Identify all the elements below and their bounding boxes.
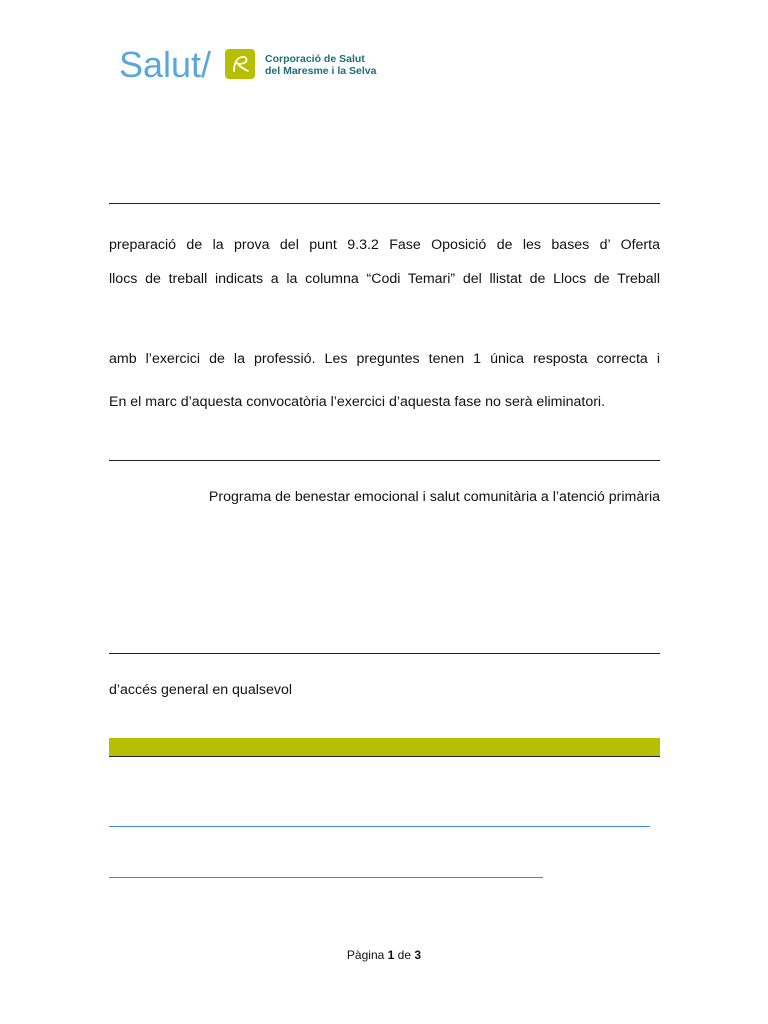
logo-wordmark: Salut/ — [119, 44, 212, 85]
paragraph-line: preparació de la prova del punt 9.3.2 Fase Oposició de les bases d’ Oferta — [109, 237, 660, 253]
link-underline — [109, 826, 650, 827]
highlight-bar — [109, 738, 660, 757]
program-title: Programa de benestar emocional i salut comunitària a l’atenció primària — [208, 489, 660, 505]
current-page: 1 — [387, 948, 395, 962]
paragraph-line: d’accés general en qualsevol — [109, 682, 292, 698]
organization-name-line2: del Maresme i la Selva — [265, 65, 377, 77]
paragraph-line: amb l’exercici de la professió. Les preguntes tenen 1 única resposta correcta i — [109, 351, 660, 367]
section-divider — [109, 203, 660, 204]
organization-name-line1: Corporació de Salut — [265, 53, 365, 65]
logo-leaf-icon — [225, 49, 255, 79]
total-pages: 3 — [414, 948, 422, 962]
organization-name — [265, 53, 376, 77]
section-divider — [109, 460, 660, 461]
page-number — [0, 947, 768, 963]
paragraph-line: En el marc d’aquesta convocatòria l’exercici d’aquesta fase no serà eliminatori. — [109, 394, 606, 410]
section-divider — [109, 653, 660, 654]
paragraph-line: llocs de treball indicats a la columna “Codi Temari” del llistat de Llocs de Treball — [109, 271, 660, 287]
page-label: Pàgina — [346, 948, 385, 962]
page-of-label: de — [397, 948, 412, 962]
link-underline — [109, 877, 543, 878]
